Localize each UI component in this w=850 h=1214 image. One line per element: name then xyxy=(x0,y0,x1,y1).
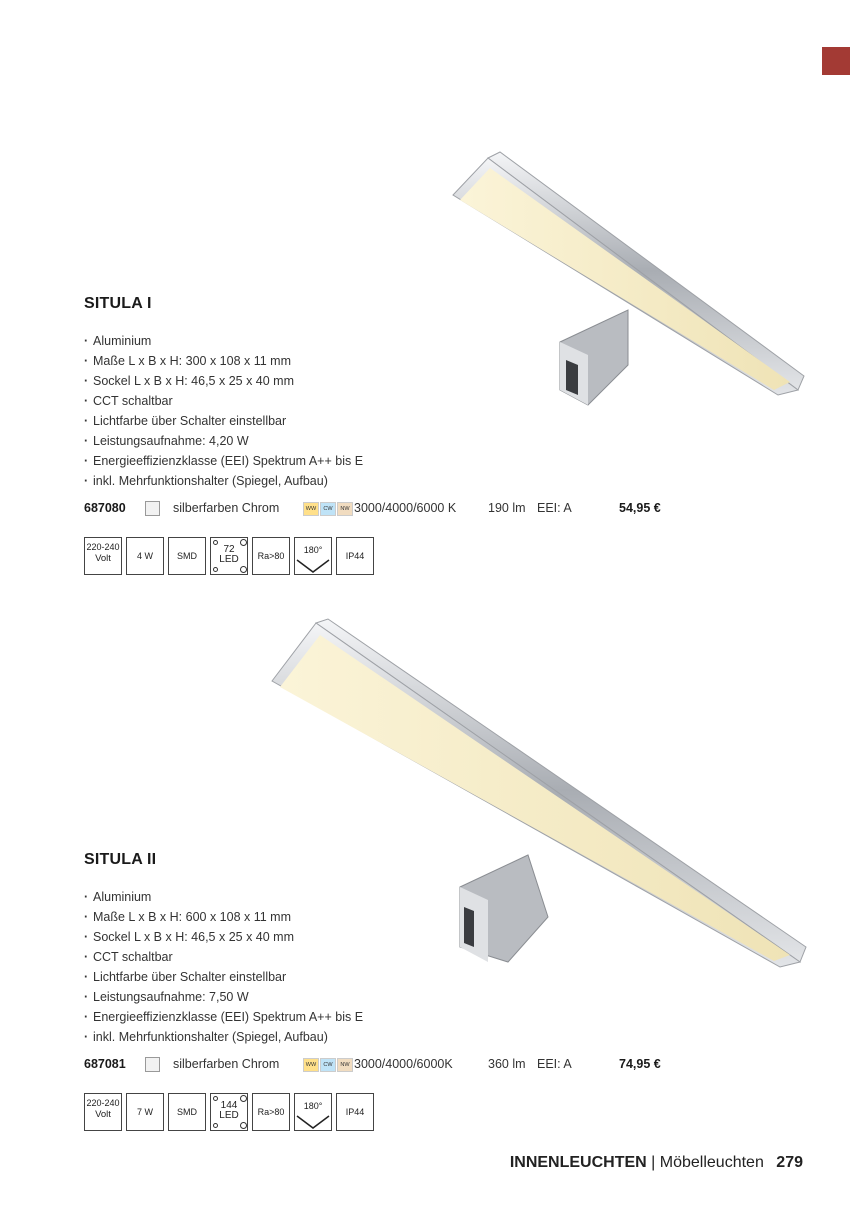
feature-item: · Aluminium xyxy=(84,887,363,907)
cct-icons xyxy=(303,1058,354,1072)
page-footer xyxy=(510,1154,803,1172)
cct-cw-badge: CW xyxy=(320,502,336,516)
feature-item: · CCT schaltbar xyxy=(84,391,363,411)
color-swatch xyxy=(145,501,160,516)
product-title: SITULA I xyxy=(84,295,152,312)
led-count-icon xyxy=(210,1093,248,1131)
feature-item: · CCT schaltbar xyxy=(84,947,363,967)
energy-class: EEI: A xyxy=(537,501,572,515)
voltage-unit: Volt xyxy=(95,1109,111,1120)
feature-item: · Energieeffizienzklasse (EEI) Spektrum A++ bis E xyxy=(84,1007,363,1027)
article-number: 687080 xyxy=(84,501,126,515)
cct-ww-badge: WW xyxy=(303,1058,319,1072)
lumen-value: 190 lm xyxy=(488,501,526,515)
lumen-value: 360 lm xyxy=(488,1057,526,1071)
cct-nw-badge: NW xyxy=(337,1058,353,1072)
wattage-icon: 7 W xyxy=(126,1093,164,1131)
color-rendering-icon: Ra>80 xyxy=(252,537,290,575)
feature-item: · Maße L x B x H: 300 x 108 x 11 mm xyxy=(84,351,363,371)
voltage-range: 220-240 xyxy=(86,1098,120,1108)
feature-item: · Energieeffizienzklasse (EEI) Spektrum A++ bis E xyxy=(84,451,363,471)
color-temperature: 3000/4000/6000K xyxy=(354,1057,453,1071)
led-label: LED xyxy=(219,1110,239,1121)
product-image-situla-1 xyxy=(448,150,808,410)
voltage-range: 220-240 xyxy=(86,542,120,552)
feature-item: · inkl. Mehrfunktionshalter (Spiegel, Aufbau) xyxy=(84,1027,363,1047)
smd-icon: SMD xyxy=(168,1093,206,1131)
feature-list xyxy=(84,887,363,1047)
beam-angle: 180° xyxy=(303,1101,323,1111)
feature-item: · inkl. Mehrfunktionshalter (Spiegel, Aufbau) xyxy=(84,471,363,491)
voltage-icon xyxy=(84,1093,122,1131)
beam-angle-icon xyxy=(294,537,332,575)
cct-ww-badge: WW xyxy=(303,502,319,516)
feature-item: · Lichtfarbe über Schalter einstellbar xyxy=(84,967,363,987)
ip-rating-icon: IP44 xyxy=(336,1093,374,1131)
voltage-icon xyxy=(84,537,122,575)
footer-separator: | xyxy=(651,1154,656,1171)
led-label: LED xyxy=(219,554,239,565)
voltage-unit: Volt xyxy=(95,553,111,564)
smd-icon: SMD xyxy=(168,537,206,575)
cct-icons xyxy=(303,502,354,516)
price: 54,95 € xyxy=(619,501,661,515)
led-count: 72 xyxy=(223,544,235,555)
product-title: SITULA II xyxy=(84,851,157,868)
section-tab xyxy=(822,47,850,75)
color-swatch xyxy=(145,1057,160,1072)
led-count-icon xyxy=(210,537,248,575)
feature-item: · Maße L x B x H: 600 x 108 x 11 mm xyxy=(84,907,363,927)
feature-item: · Sockel L x B x H: 46,5 x 25 x 40 mm xyxy=(84,371,363,391)
color-name: silberfarben Chrom xyxy=(173,1057,280,1071)
feature-item: · Lichtfarbe über Schalter einstellbar xyxy=(84,411,363,431)
footer-subcategory: Möbelleuchten xyxy=(659,1154,764,1171)
footer-category: INNENLEUCHTEN xyxy=(509,1154,647,1171)
wattage-icon: 4 W xyxy=(126,537,164,575)
feature-item: · Sockel L x B x H: 46,5 x 25 x 40 mm xyxy=(84,927,363,947)
ip-rating-icon: IP44 xyxy=(336,537,374,575)
price: 74,95 € xyxy=(619,1057,661,1071)
led-count: 144 xyxy=(220,1100,238,1111)
beam-angle-icon xyxy=(294,1093,332,1131)
page-number: 279 xyxy=(776,1154,803,1171)
article-number: 687081 xyxy=(84,1057,126,1071)
feature-item: · Leistungsaufnahme: 4,20 W xyxy=(84,431,363,451)
beam-angle: 180° xyxy=(303,545,323,555)
color-name: silberfarben Chrom xyxy=(173,501,280,515)
color-temperature: 3000/4000/6000 K xyxy=(354,501,457,515)
cct-nw-badge: NW xyxy=(337,502,353,516)
energy-class: EEI: A xyxy=(537,1057,572,1071)
feature-item: · Aluminium xyxy=(84,331,363,351)
color-rendering-icon: Ra>80 xyxy=(252,1093,290,1131)
feature-item: · Leistungsaufnahme: 7,50 W xyxy=(84,987,363,1007)
feature-list xyxy=(84,331,363,491)
cct-cw-badge: CW xyxy=(320,1058,336,1072)
